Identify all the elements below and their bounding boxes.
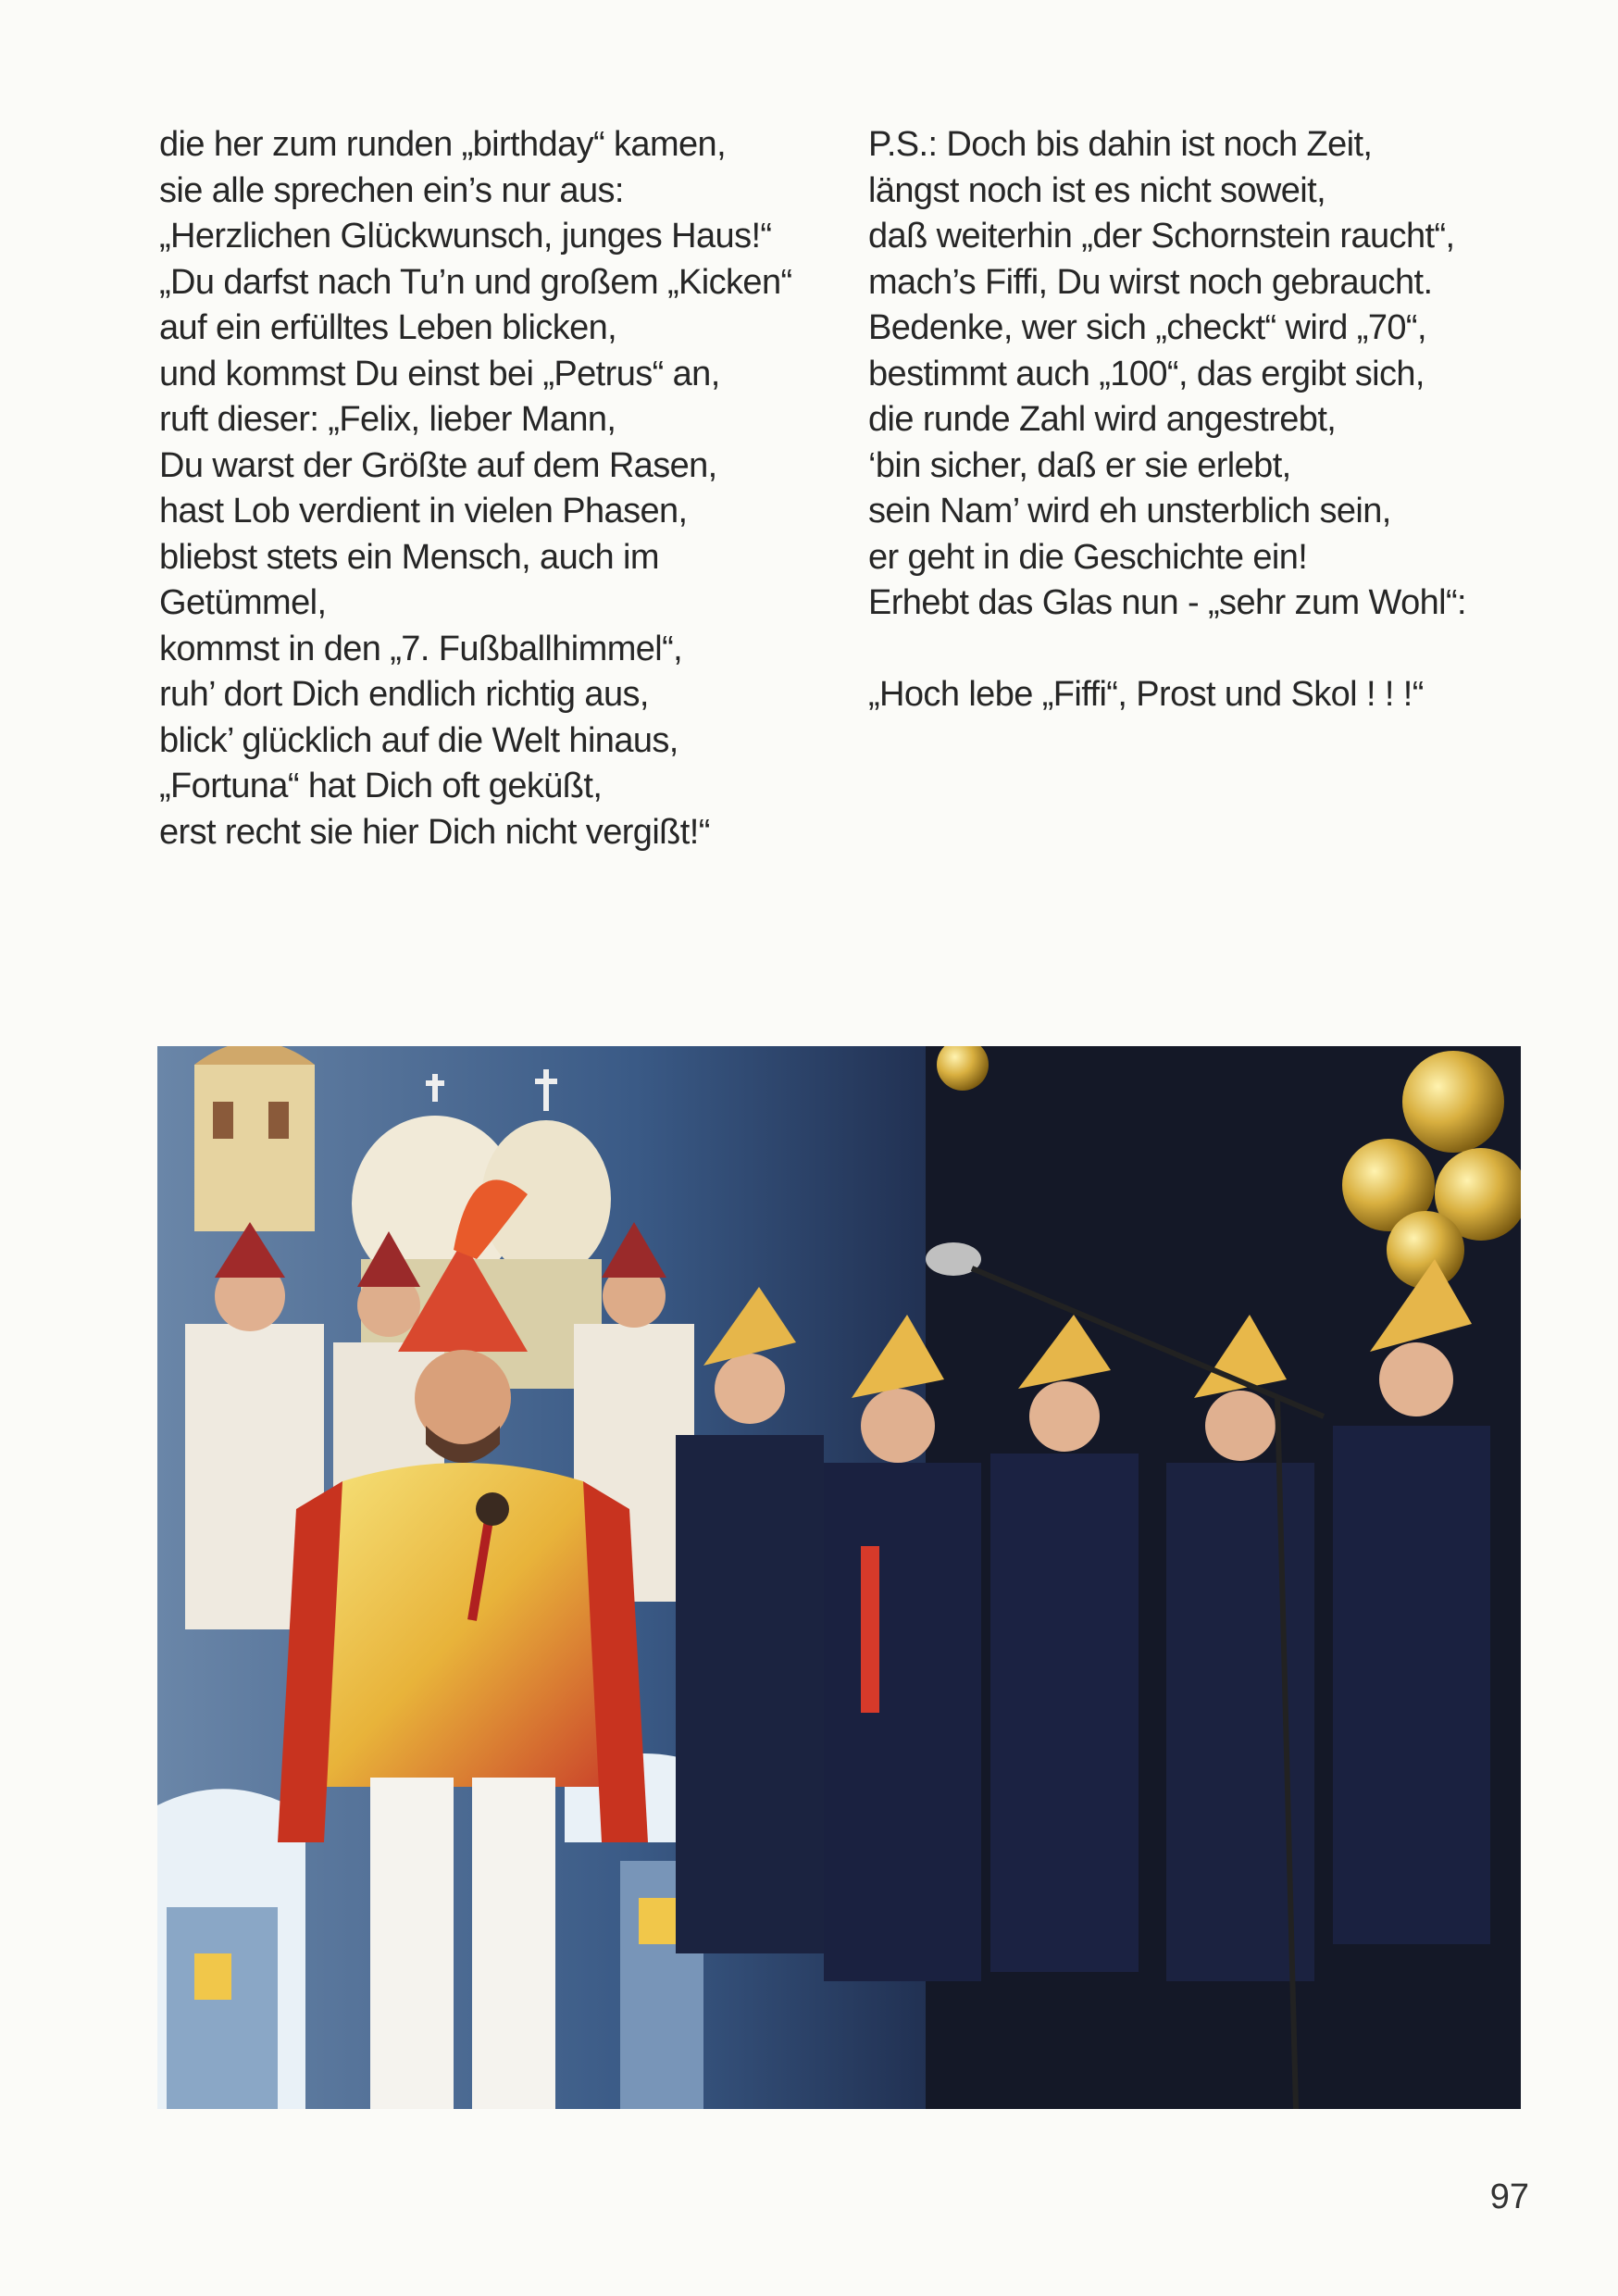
right-line	[868, 627, 1516, 673]
left-line: Du warst der Größte auf dem Rasen,	[159, 445, 717, 485]
right-line: daß weiterhin „der Schornstein raucht“,	[868, 217, 1455, 256]
poem-right-column	[868, 122, 1516, 718]
left-line: auf ein erfülltes Leben blicken,	[159, 308, 617, 347]
left-line: blick’ glücklich auf die Welt hinaus,	[159, 720, 678, 760]
page-number: 97	[1489, 2177, 1529, 2216]
left-line: kommst in den „7. Fußballhimmel“,	[159, 629, 683, 668]
right-line: längst noch ist es nicht soweit,	[868, 170, 1326, 210]
right-line: Erhebt das Glas nun - „sehr zum Wohl“:	[868, 583, 1466, 622]
left-line: ruft dieser: „Felix, lieber Mann,	[159, 400, 616, 439]
left-line: die her zum runden „birthday“ kamen,	[159, 125, 727, 164]
left-line: bliebst stets ein Mensch, auch im	[159, 537, 659, 577]
right-line: bestimmt auch „100“, das ergibt sich,	[868, 354, 1425, 393]
right-line: Bedenke, wer sich „checkt“ wird „70“,	[868, 308, 1426, 347]
left-line: sie alle sprechen ein’s nur aus:	[159, 170, 624, 210]
poem-left-column	[159, 122, 807, 855]
left-line: „Du darfst nach Tu’n und großem „Kicken“	[159, 262, 792, 302]
left-line: ruh’ dort Dich endlich richtig aus,	[159, 675, 649, 714]
left-line: und kommst Du einst bei „Petrus“ an,	[159, 354, 720, 393]
left-line: „Herzlichen Glückwunsch, junges Haus!“	[159, 217, 772, 256]
right-line: die runde Zahl wird angestrebt,	[868, 400, 1337, 439]
right-line: sein Nam’ wird eh unsterblich sein,	[868, 492, 1391, 530]
left-line: „Fortuna“ hat Dich oft geküßt,	[159, 767, 603, 805]
right-line: er geht in die Geschichte ein!	[868, 537, 1308, 577]
carnival-stage-photo	[157, 1046, 1521, 2109]
right-line: P.S.: Doch bis dahin ist noch Zeit,	[868, 125, 1373, 164]
left-line: Getümmel,	[159, 583, 327, 622]
left-line: erst recht sie hier Dich nicht vergißt!“	[159, 812, 710, 852]
right-line: „Hoch lebe „Fiffi“, Prost und Skol ! ! !“	[868, 675, 1424, 714]
right-line: ‘bin sicher, daß er sie erlebt,	[868, 445, 1291, 485]
left-line: hast Lob verdient in vielen Phasen,	[159, 492, 688, 530]
right-line: mach’s Fiffi, Du wirst noch gebraucht.	[868, 262, 1433, 302]
